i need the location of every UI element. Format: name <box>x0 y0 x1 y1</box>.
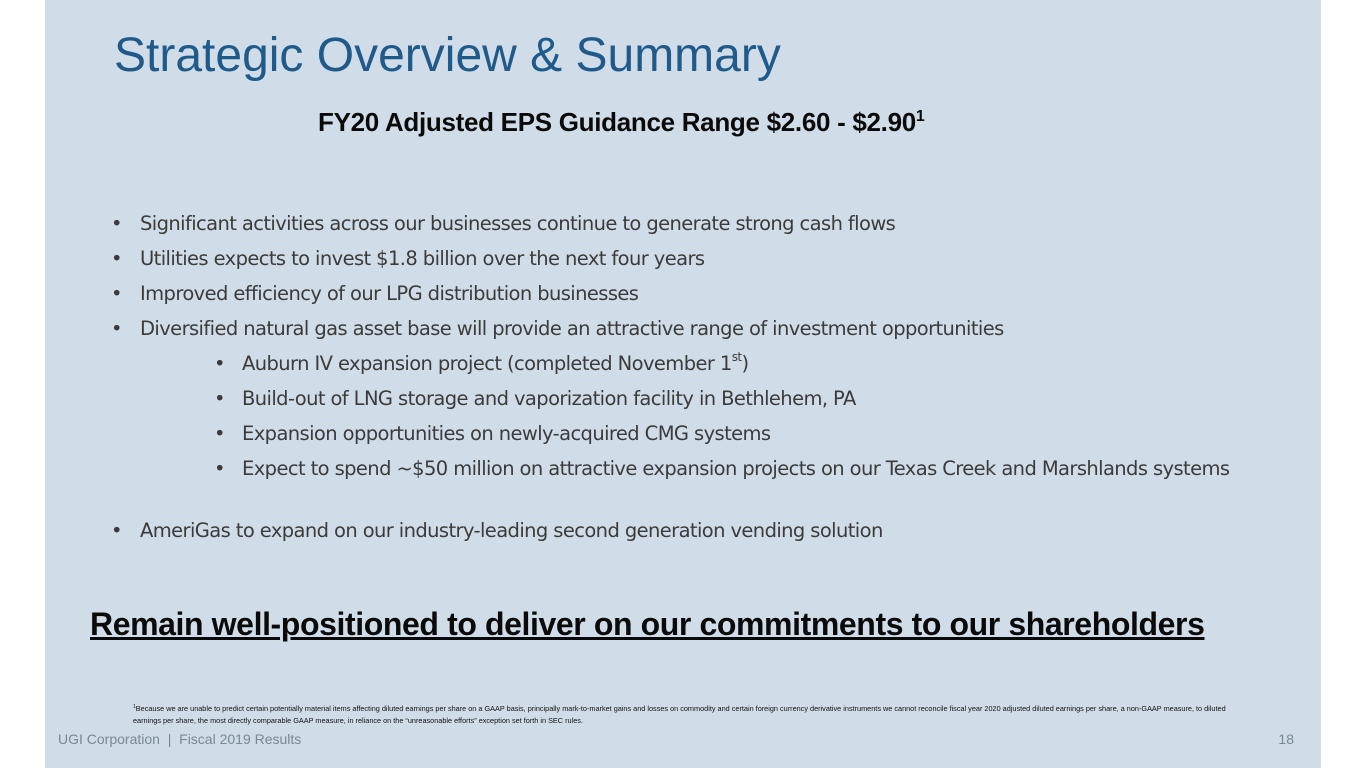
footnote-marker: 1 <box>915 108 925 125</box>
bullet-marker: • <box>111 212 122 235</box>
company-name: UGI Corporation <box>58 731 160 747</box>
eps-guidance-heading <box>318 107 925 138</box>
footer-separator: | <box>167 731 172 747</box>
auburn-text: Auburn IV expansion project (completed November 1 <box>242 352 732 375</box>
bullet-marker: • <box>214 422 225 445</box>
key-message: Remain well-positioned to deliver on our commitments to our shareholders <box>90 606 1205 642</box>
bullet-marker: • <box>111 247 122 270</box>
bullet-text: Expansion opportunities on newly-acquired CMG systems <box>242 422 771 445</box>
eps-guidance-text: FY20 Adjusted EPS Guidance Range $2.60 - $2.90 <box>318 107 916 137</box>
bullet-text: Significant activities across our businesses continue to generate strong cash flows <box>140 212 896 235</box>
bullet-marker: • <box>111 282 122 305</box>
bullet-text: AmeriGas to expand on our industry-leading second generation vending solution <box>140 519 883 542</box>
bullet-text: Build-out of LNG storage and vaporization facility in Bethlehem, PA <box>242 387 856 410</box>
ordinal-suffix: st <box>731 350 742 364</box>
footnote <box>133 703 1253 727</box>
slide <box>45 0 1321 768</box>
bullet-text: Utilities expects to invest $1.8 billion over the next four years <box>140 247 705 270</box>
bullet-text: Improved efficiency of our LPG distribution businesses <box>140 282 639 305</box>
bullet-marker: • <box>214 387 225 410</box>
bullet-marker: • <box>111 519 122 542</box>
report-name: Fiscal 2019 Results <box>179 731 302 747</box>
footnote-number: 1 <box>133 704 136 710</box>
auburn-text-end: ) <box>741 352 749 375</box>
bullet-text: Diversified natural gas asset base will provide an attractive range of investment opportunities <box>140 317 1004 340</box>
footnote-text: Because we are unable to predict certain potentially material items affecting diluted earnings per share on a GAAP basis, principally mark-to-market gains and losses on commodity and certain foreign currency derivative instruments we cannot reconcile fiscal year 2020 adjusted diluted earnings per share, a non-GAAP measure, to diluted earnings per share, the most directly comparable GAAP measure, in reliance on the “unreasonable efforts” exception set forth in SEC rules. <box>133 704 1226 725</box>
bullet-marker: • <box>214 352 225 375</box>
page-number: 18 <box>1278 731 1294 747</box>
bullet-marker: • <box>111 317 122 340</box>
slide-title: Strategic Overview & Summary <box>114 29 781 82</box>
bullet-marker: • <box>214 457 225 480</box>
bullet-text <box>242 346 748 381</box>
footer-source <box>58 731 301 747</box>
bullet-text: Expect to spend ~$50 million on attractive expansion projects on our Texas Creek and Marshlands systems <box>242 457 1230 480</box>
